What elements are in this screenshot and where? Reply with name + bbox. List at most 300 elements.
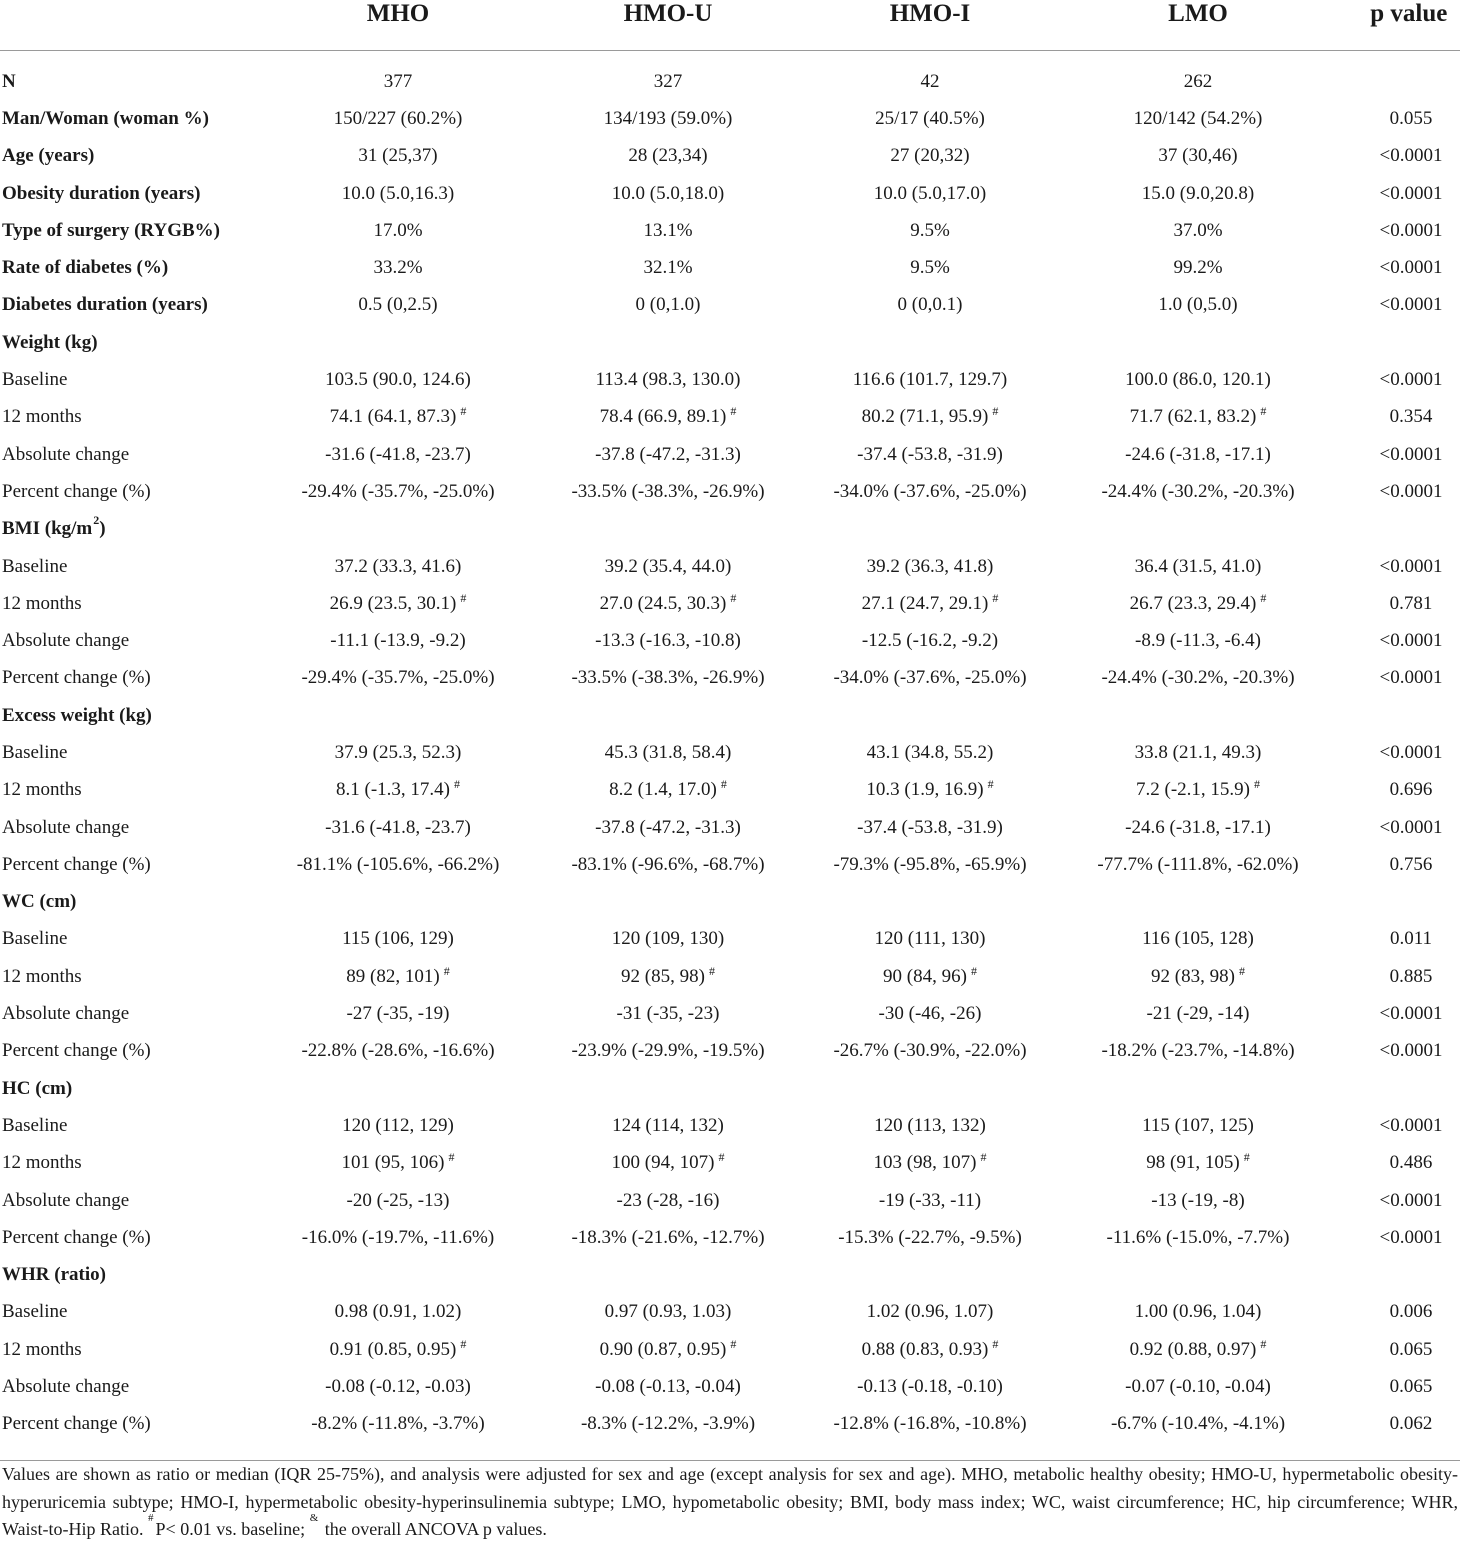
row-label-text: Absolute change [2,1189,130,1211]
value-cell [536,660,800,697]
p-value-cell [1336,63,1460,100]
value-cell [536,1107,800,1144]
value-cell [1060,548,1336,585]
value-cell [1060,138,1336,175]
row-label [2,63,16,100]
table-row [0,511,1460,548]
cell-text: -24.6 (-31.8, -17.1) [1125,443,1271,465]
cell-text: 45.3 (31.8, 58.4) [604,741,732,763]
cell-text: <0.0001 [1379,1040,1443,1062]
cell-text: 27 (20,32) [890,145,970,167]
cell-text: 1.02 (0.96, 1.07) [866,1301,994,1323]
value-cell [1060,249,1336,286]
cell-text: -27 (-35, -19) [346,1003,450,1025]
row-label-text: Percent change (%) [2,667,151,689]
cell-text: 327 [653,70,683,92]
value-cell [536,63,800,100]
value-cell [1060,473,1336,510]
table-row [0,1182,1460,1219]
table-row [0,249,1460,286]
table-row [0,1219,1460,1256]
cell-text: 0.97 (0.93, 1.03) [604,1301,732,1323]
table-row [0,1145,1460,1182]
table-row [0,436,1460,473]
cell-text: -19 (-33, -11) [878,1189,982,1211]
value-cell [1060,287,1336,324]
value-cell [536,138,800,175]
row-label [2,324,98,361]
value-cell [800,175,1060,212]
cell-text: -13.3 (-16.3, -10.8) [595,630,741,652]
row-label [2,697,152,734]
p-value-cell [1336,921,1460,958]
value-cell [1060,1406,1336,1443]
row-label-text: Age (years) [2,145,95,167]
value-cell: 71.7 (62.1, 83.2) # [1129,404,1267,428]
value-cell [536,1406,800,1443]
cell-text: <0.0001 [1379,667,1443,689]
row-label [2,995,129,1032]
row-label [2,1257,106,1294]
row-label [2,1331,82,1368]
row-label-text: HC (cm) [2,1077,73,1099]
value-cell: 101 (95, 106) # [341,1150,455,1174]
p-value-cell [1336,1368,1460,1405]
cell-text: -34.0% (-37.6%, -25.0%) [833,667,1027,689]
row-label-text: Baseline [2,555,68,577]
row-label [2,1070,72,1107]
cell-text: -30 (-46, -26) [878,1003,982,1025]
value-cell [536,1033,800,1070]
cell-text: -11.1 (-13.9, -9.2) [330,630,466,652]
cell-text: -24.4% (-30.2%, -20.3%) [1101,667,1295,689]
table-row [0,1257,1460,1294]
value-cell [260,734,536,771]
value-cell [800,548,1060,585]
footnote-text-2: P< 0.01 vs. baseline; [155,1519,310,1539]
table-row [0,399,1460,436]
p-value-cell [1336,175,1460,212]
cell-text: 0 (0,0.1) [897,294,963,316]
cell-text: 9.5% [910,257,950,279]
cell-text: <0.0001 [1379,1226,1443,1248]
table-row [0,772,1460,809]
cell-text: 92 (85, 98) [621,965,705,987]
value-cell [800,734,1060,771]
row-label [2,1182,129,1219]
row-label [2,585,82,622]
cell-text: -31.6 (-41.8, -23.7) [325,816,471,838]
value-cell [260,436,536,473]
cell-text: 100.0 (86.0, 120.1) [1125,369,1271,391]
cell-text: 100 (94, 107) [611,1152,715,1174]
row-label [2,399,82,436]
value-cell [800,660,1060,697]
value-cell [800,921,1060,958]
row-label [2,660,151,697]
row-label [2,734,67,771]
value-cell [260,660,536,697]
value-cell [800,361,1060,398]
cell-text: 1.00 (0.96, 1.04) [1134,1301,1262,1323]
cell-text: -33.5% (-38.3%, -26.9%) [571,667,765,689]
value-cell [260,1033,536,1070]
cell-text: 0.756 [1389,853,1433,875]
value-cell [800,1219,1060,1256]
cell-text: -79.3% (-95.8%, -65.9%) [833,853,1027,875]
cell-text: 39.2 (35.4, 44.0) [604,555,732,577]
value-cell [260,175,536,212]
cell-text: -23 (-28, -16) [616,1189,720,1211]
value-cell: 27.1 (24.7, 29.1) # [861,590,999,614]
cell-text: <0.0001 [1379,480,1443,502]
value-cell [260,63,536,100]
row-label [2,212,220,249]
cell-text: 39.2 (36.3, 41.8) [866,555,994,577]
cell-text: 377 [383,70,413,92]
value-cell [800,1368,1060,1405]
row-label [2,138,94,175]
row-label [2,622,129,659]
value-cell [800,138,1060,175]
row-label-text: Absolute change [2,1003,130,1025]
cell-text: 37.2 (33.3, 41.6) [334,555,462,577]
value-cell: 0.92 (0.88, 0.97) # [1129,1336,1267,1360]
cell-text: 120 (112, 129) [342,1114,454,1136]
p-value-cell [1336,1331,1460,1368]
cell-text: <0.0001 [1379,219,1443,241]
cell-text: 113.4 (98.3, 130.0) [595,369,741,391]
value-cell [800,212,1060,249]
value-cell: 92 (85, 98) # [621,963,715,987]
cell-text: 10.0 (5.0,17.0) [873,182,987,204]
cell-text: 98 (91, 105) [1146,1152,1240,1174]
value-cell [260,1182,536,1219]
p-value-cell [1336,1219,1460,1256]
value-cell [536,473,800,510]
cell-text: 32.1% [643,257,693,279]
cell-text: -18.3% (-21.6%, -12.7%) [571,1226,765,1248]
value-cell [260,1107,536,1144]
value-cell: 8.1 (-1.3, 17.4) # [336,777,460,801]
cell-text: 36.4 (31.5, 41.0) [1134,555,1262,577]
value-cell [800,1033,1060,1070]
row-label [2,1033,151,1070]
value-cell [1060,1219,1336,1256]
table-row [0,846,1460,883]
cell-text: -12.5 (-16.2, -9.2) [861,630,999,652]
cell-text: 262 [1183,70,1213,92]
value-cell [536,175,800,212]
table-row [0,622,1460,659]
cell-text: -0.08 (-0.12, -0.03) [325,1376,471,1398]
value-cell [260,1219,536,1256]
cell-text: 0.065 [1389,1376,1433,1398]
cell-text: 0.696 [1389,779,1433,801]
table-row [0,63,1460,100]
cell-text: 116.6 (101.7, 129.7) [852,369,1008,391]
row-label [2,548,67,585]
value-cell [260,138,536,175]
cell-text: 0.5 (0,2.5) [358,294,438,316]
cell-text: 0.011 [1389,928,1433,950]
cell-text: 26.7 (23.3, 29.4) [1129,592,1257,614]
table-row [0,1294,1460,1331]
row-label [2,884,76,921]
cell-text: 0 (0,1.0) [635,294,701,316]
cell-text: 90 (84, 96) [883,965,967,987]
value-cell [536,921,800,958]
value-cell [1060,660,1336,697]
p-value-cell [1336,1182,1460,1219]
value-cell [1060,734,1336,771]
value-cell [260,249,536,286]
cell-text: -31.6 (-41.8, -23.7) [325,443,471,465]
cell-text: 0.781 [1389,592,1433,614]
table-row [0,1406,1460,1443]
cell-text: <0.0001 [1379,182,1443,204]
cell-text: 92 (83, 98) [1151,965,1235,987]
cell-text: -18.2% (-23.7%, -14.8%) [1101,1040,1295,1062]
cell-text: 80.2 (71.1, 95.9) [861,406,989,428]
table-row [0,921,1460,958]
cell-text: 27.0 (24.5, 30.3) [599,592,727,614]
row-label [2,958,82,995]
cell-text: -24.6 (-31.8, -17.1) [1125,816,1271,838]
value-cell: 74.1 (64.1, 87.3) # [329,404,467,428]
value-cell: 7.2 (-2.1, 15.9) # [1136,777,1260,801]
cell-text: <0.0001 [1379,1114,1443,1136]
row-label-text: Absolute change [2,1376,130,1398]
cell-text: 27.1 (24.7, 29.1) [861,592,989,614]
p-value-cell [1336,734,1460,771]
value-cell: 80.2 (71.1, 95.9) # [861,404,999,428]
value-cell [1060,1294,1336,1331]
p-value-cell [1336,436,1460,473]
cell-text: -16.0% (-19.7%, -11.6%) [301,1226,495,1248]
cell-text: -15.3% (-22.7%, -9.5%) [838,1226,1022,1248]
p-value-cell [1336,473,1460,510]
value-cell [1060,846,1336,883]
cell-text: -37.8 (-47.2, -31.3) [595,816,741,838]
cell-text: 120 (113, 132) [874,1114,986,1136]
value-cell [536,846,800,883]
row-label [2,473,151,510]
table-row [0,697,1460,734]
value-cell [1060,63,1336,100]
cell-text: 0.98 (0.91, 1.02) [334,1301,462,1323]
table-row [0,660,1460,697]
value-cell [800,100,1060,137]
footnote-sup-1: # [148,1512,154,1524]
cell-text: <0.0001 [1379,1003,1443,1025]
row-label-text: 12 months [2,965,82,987]
p-value-cell [1336,772,1460,809]
value-cell [800,473,1060,510]
cell-text: <0.0001 [1379,145,1443,167]
value-cell [1060,809,1336,846]
cell-text: 8.2 (1.4, 17.0) [609,779,717,801]
footnote-sup-2: & [309,1512,319,1524]
cell-text: 116 (105, 128) [1142,928,1254,950]
value-cell [260,995,536,1032]
value-cell [536,1294,800,1331]
value-cell [800,436,1060,473]
table-header-row [0,0,1460,50]
cell-text: 8.1 (-1.3, 17.4) [336,779,450,801]
row-label-text: Baseline [2,369,68,391]
row-label-text: 12 months [2,592,82,614]
value-cell [260,100,536,137]
table-row [0,884,1460,921]
value-cell [1060,921,1336,958]
value-cell [1060,1033,1336,1070]
table-row [0,473,1460,510]
value-cell [800,1294,1060,1331]
table-row [0,287,1460,324]
p-value-cell [1336,995,1460,1032]
row-label [2,436,129,473]
cell-text: -83.1% (-96.6%, -68.7%) [571,853,765,875]
cell-text: 120/142 (54.2%) [1133,107,1263,129]
cell-text: 37 (30,46) [1158,145,1238,167]
cell-text: <0.0001 [1379,816,1443,838]
value-cell: 27.0 (24.5, 30.3) # [599,590,737,614]
value-cell [260,361,536,398]
row-label-text: Man/Woman (woman %) [2,107,209,129]
value-cell [260,921,536,958]
cell-text: -21 (-29, -14) [1146,1003,1250,1025]
row-label-text: Absolute change [2,630,130,652]
cell-text: 0.92 (0.88, 0.97) [1129,1338,1257,1360]
p-value-cell [1336,100,1460,137]
cell-text: 28 (23,34) [628,145,708,167]
p-value-cell [1336,1033,1460,1070]
cell-text: 103 (98, 107) [873,1152,977,1174]
table-row [0,1070,1460,1107]
cell-text: 0.885 [1389,965,1433,987]
value-cell [1060,1107,1336,1144]
value-cell: 26.7 (23.3, 29.4) # [1129,590,1267,614]
table-row [0,1368,1460,1405]
row-label [2,1107,67,1144]
row-label-text: Weight (kg) [2,331,98,353]
cell-text: 0.354 [1389,406,1433,428]
cell-text: 10.0 (5.0,16.3) [341,182,455,204]
row-label [2,809,129,846]
footnote-text-1: Values are shown as ratio or median (IQR 25-75%), and analysis were adjusted for sex and age (except analysis for sex and age). MHO, metabolic healthy obesity; HMO-U, hypermetabolic obesity-hyperuricemia subtype; HMO-I, hypermetabolic obesity-hyperinsulinemia subtype; LMO, hypometabolic obesity; BMI, body mass index; WC, waist circumference; HC, hip circumference; WHR, Waist-to-Hip Ratio. [2,1464,1458,1539]
table-row [0,100,1460,137]
value-cell [536,100,800,137]
cell-text: 78.4 (66.9, 89.1) [599,406,727,428]
cell-text: -22.8% (-28.6%, -16.6%) [301,1040,495,1062]
header-hmo-u: HMO-U [623,0,713,27]
value-cell [536,734,800,771]
row-label-text: Obesity duration (years) [2,182,201,204]
value-cell: 10.3 (1.9, 16.9) # [866,777,994,801]
cell-text: -0.08 (-0.13, -0.04) [595,1376,741,1398]
header-p-value [1345,0,1460,50]
cell-text: -34.0% (-37.6%, -25.0%) [833,480,1027,502]
row-label [2,175,200,212]
cell-text: 31 (25,37) [358,145,438,167]
table-row [0,585,1460,622]
row-label-text: WHR (ratio) [2,1264,106,1286]
value-cell [1060,995,1336,1032]
cell-text: 33.8 (21.1, 49.3) [1134,741,1262,763]
table-row [0,175,1460,212]
cell-text: 26.9 (23.5, 30.1) [329,592,457,614]
cell-text: 17.0% [373,219,423,241]
cell-text: -81.1% (-105.6%, -66.2%) [296,853,500,875]
row-label-text: Baseline [2,928,68,950]
header-rule [0,50,1460,51]
row-label [2,100,209,137]
p-value-cell [1336,846,1460,883]
row-label-text: Percent change (%) [2,480,151,502]
value-cell [260,212,536,249]
cell-text: -12.8% (-16.8%, -10.8%) [833,1413,1027,1435]
table-row [0,958,1460,995]
p-value-cell [1336,809,1460,846]
value-cell [536,809,800,846]
value-cell [1060,1182,1336,1219]
p-value-cell [1336,249,1460,286]
row-label-text: Baseline [2,1114,68,1136]
header-hmo-i: HMO-I [889,0,971,27]
cell-text: -33.5% (-38.3%, -26.9%) [571,480,765,502]
cell-text: 0.055 [1389,107,1433,129]
cell-text: 0.065 [1389,1338,1433,1360]
table-footnote [2,1461,1458,1544]
table-row [0,995,1460,1032]
value-cell [800,249,1060,286]
cell-text: 124 (114, 132) [612,1114,724,1136]
value-cell [800,1406,1060,1443]
table-row [0,809,1460,846]
value-cell [1060,1368,1336,1405]
cell-text: 101 (95, 106) [341,1152,445,1174]
cell-text: -0.07 (-0.10, -0.04) [1125,1376,1271,1398]
value-cell: 90 (84, 96) # [883,963,977,987]
cell-text: 99.2% [1173,257,1223,279]
row-label [2,287,208,324]
cell-text: -37.4 (-53.8, -31.9) [857,816,1003,838]
p-value-cell [1336,138,1460,175]
value-cell [536,361,800,398]
cell-text: -23.9% (-29.9%, -19.5%) [571,1040,765,1062]
cell-text: -6.7% (-10.4%, -4.1%) [1110,1413,1286,1435]
value-cell: 8.2 (1.4, 17.0) # [609,777,727,801]
value-cell [800,1107,1060,1144]
cell-text: <0.0001 [1379,1189,1443,1211]
row-label-text: Diabetes duration (years) [2,294,208,316]
value-cell [536,1182,800,1219]
cell-text: -37.8 (-47.2, -31.3) [595,443,741,465]
cell-text: 134/193 (59.0%) [603,107,733,129]
table-body [0,63,1460,1443]
value-cell [260,622,536,659]
cell-text: -24.4% (-30.2%, -20.3%) [1101,480,1295,502]
cell-text: -26.7% (-30.9%, -22.0%) [833,1040,1027,1062]
row-label [2,361,67,398]
value-cell: 98 (91, 105) # [1146,1150,1250,1174]
cell-text: 43.1 (34.8, 55.2) [866,741,994,763]
table-row [0,1331,1460,1368]
cell-text: 71.7 (62.1, 83.2) [1129,406,1257,428]
cell-text: -11.6% (-15.0%, -7.7%) [1106,1226,1290,1248]
row-label-text: Absolute change [2,443,130,465]
